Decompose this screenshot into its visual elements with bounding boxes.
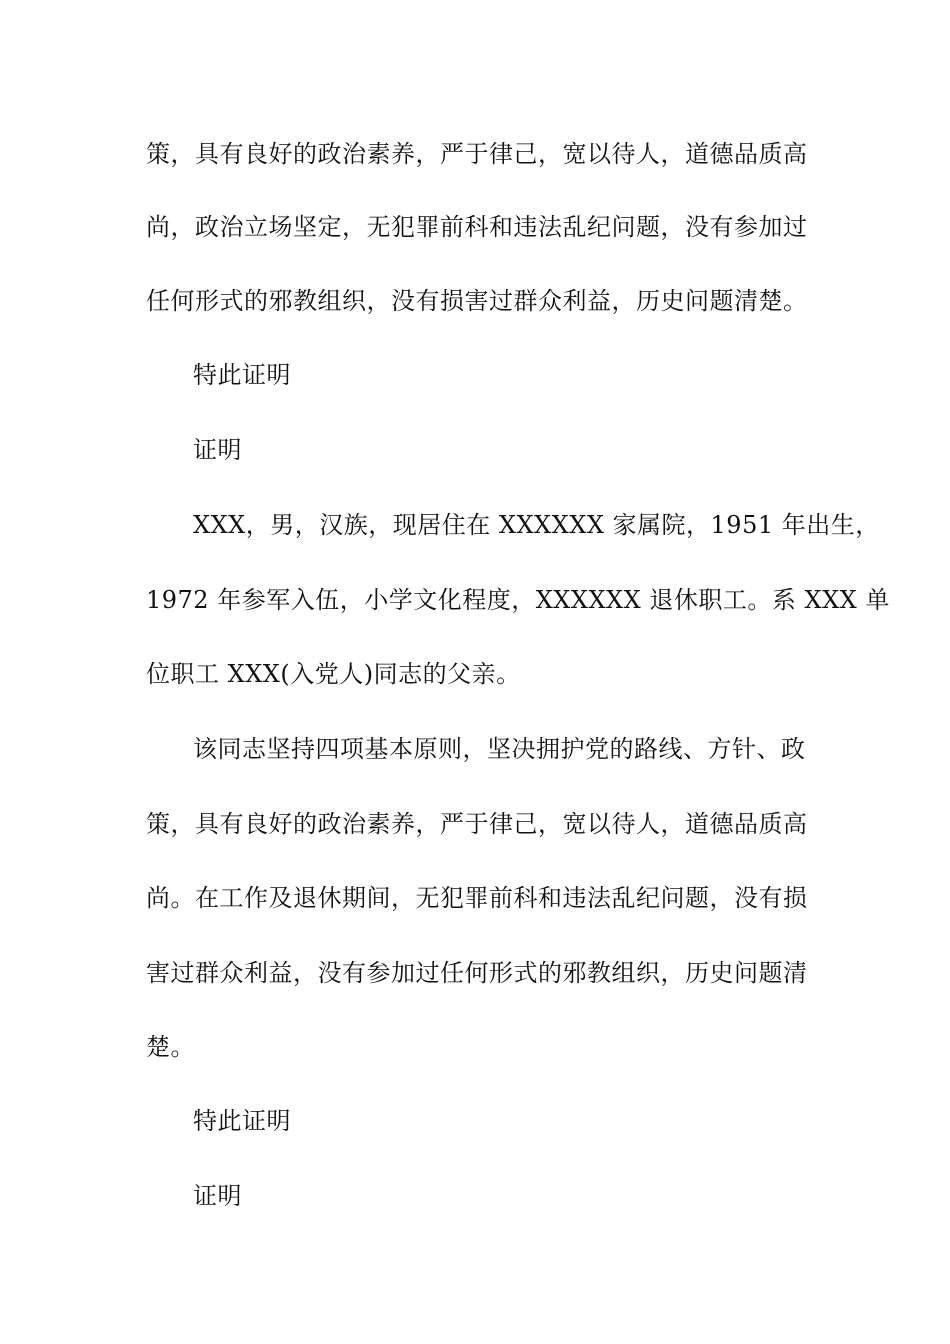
section-heading: 证明 (193, 1182, 242, 1210)
paragraph-line: XXX，男，汉族，现居住在 XXXXXX 家属院，1951 年出生， (193, 511, 880, 539)
paragraph-line: 位职工 XXX(入党人)同志的父亲。 (146, 660, 521, 688)
paragraph-line: 尚，政治立场坚定，无犯罪前科和违法乱纪问题，没有参加过 (146, 213, 808, 241)
paragraph-line: 任何形式的邪教组织，没有损害过群众利益，历史问题清楚。 (146, 287, 808, 315)
paragraph-line: 策，具有良好的政治素养，严于律己，宽以待人，道德品质高 (146, 810, 808, 838)
paragraph-line: 该同志坚持四项基本原则，坚决拥护党的路线、方针、政 (193, 735, 806, 763)
section-heading: 证明 (193, 436, 242, 464)
paragraph-line: 策，具有良好的政治素养，严于律己，宽以待人，道德品质高 (146, 140, 808, 168)
paragraph-line: 害过群众利益，没有参加过任何形式的邪教组织，历史问题清 (146, 959, 808, 987)
paragraph-line: 尚。在工作及退休期间，无犯罪前科和违法乱纪问题，没有损 (146, 884, 808, 912)
closing-statement: 特此证明 (193, 361, 291, 389)
paragraph-line: 楚。 (146, 1033, 195, 1061)
paragraph-line: 1972 年参军入伍，小学文化程度，XXXXXX 退休职工。系 XXX 单 (146, 586, 890, 614)
closing-statement: 特此证明 (193, 1107, 291, 1135)
